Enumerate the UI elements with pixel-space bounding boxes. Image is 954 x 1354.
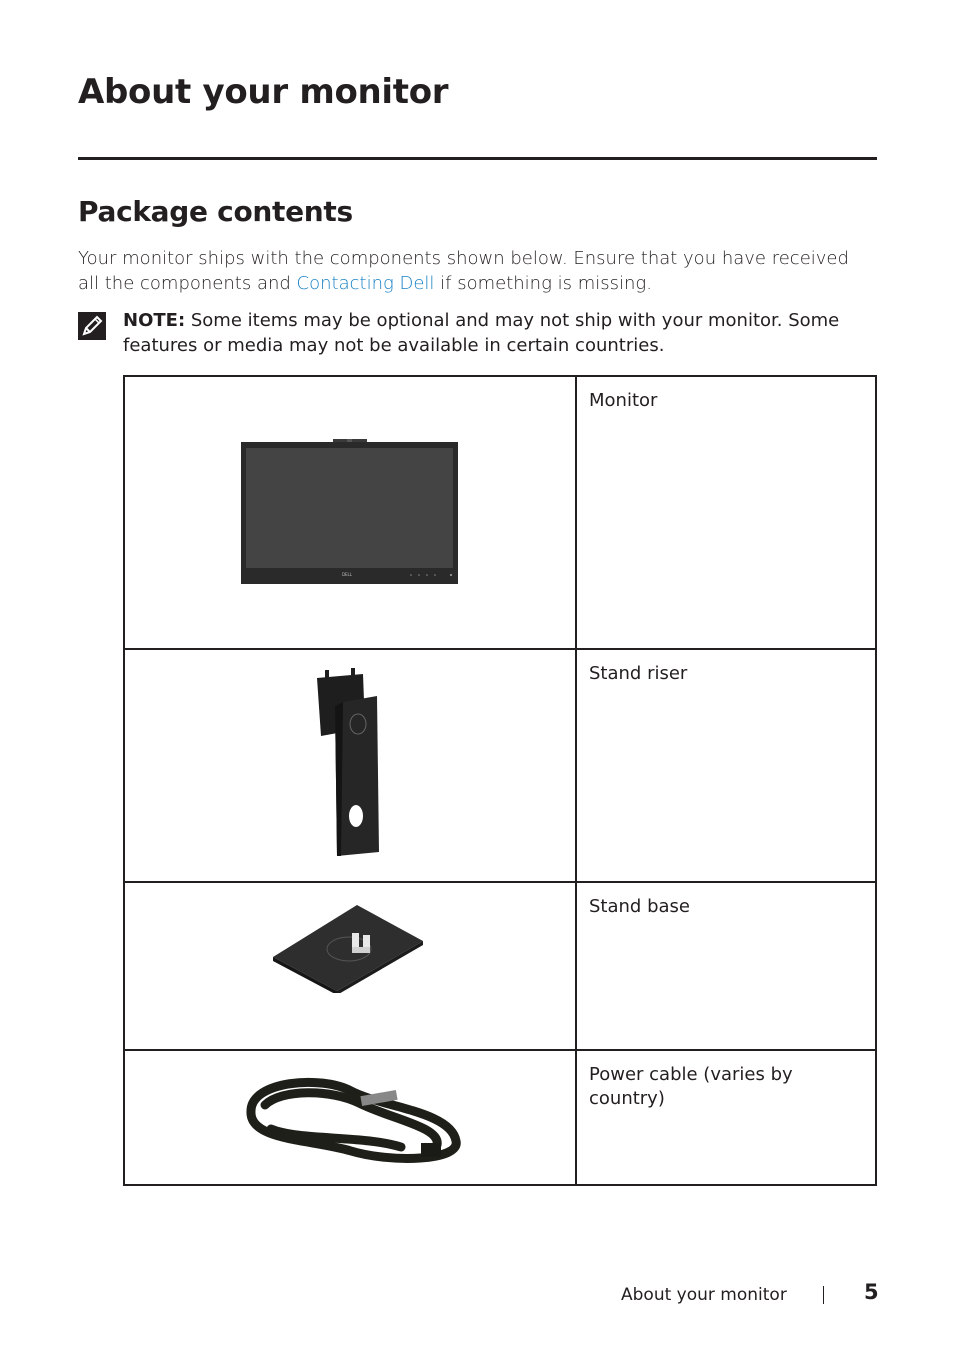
chapter-title: About your monitor [78, 72, 449, 112]
chapter-divider [78, 157, 877, 160]
section-title: Package contents [78, 195, 353, 228]
power-cable-image-cell [124, 1050, 576, 1185]
monitor-image-cell [124, 376, 576, 649]
intro-text-after: if something is missing. [434, 273, 652, 294]
intro-paragraph [78, 246, 868, 296]
footer-divider [823, 1286, 824, 1304]
table-row [124, 649, 876, 882]
stand-riser-image-cell [124, 649, 576, 882]
stand-base-label: Stand base [576, 882, 876, 1050]
power-cable-label: Power cable (varies by country) [576, 1050, 876, 1185]
note-text: Some items may be optional and may not ship with your monitor. Some features or media may not be available in certain countries. [123, 310, 840, 356]
table-row [124, 1050, 876, 1185]
contacting-dell-link[interactable]: Contacting Dell [296, 273, 435, 294]
package-contents-table [123, 375, 877, 1186]
table-row [124, 376, 876, 649]
page-number: 5 [864, 1280, 879, 1304]
intro-text-before: Your monitor ships with the components shown below. Ensure that you have received all the components and [78, 248, 849, 294]
footer-section-title: About your monitor [621, 1285, 787, 1305]
power-cable-image [241, 1071, 465, 1167]
monitor-logo: DELL [341, 572, 353, 577]
note-paragraph [123, 308, 873, 358]
stand-base-image [273, 905, 425, 993]
table-row [124, 882, 876, 1050]
monitor-label: Monitor [576, 376, 876, 649]
monitor-image [241, 439, 459, 584]
stand-riser-label: Stand riser [576, 649, 876, 882]
stand-base-image-cell [124, 882, 576, 1050]
note-label: NOTE: [123, 310, 186, 331]
note-pencil-icon [78, 312, 106, 340]
stand-riser-image [315, 666, 385, 858]
